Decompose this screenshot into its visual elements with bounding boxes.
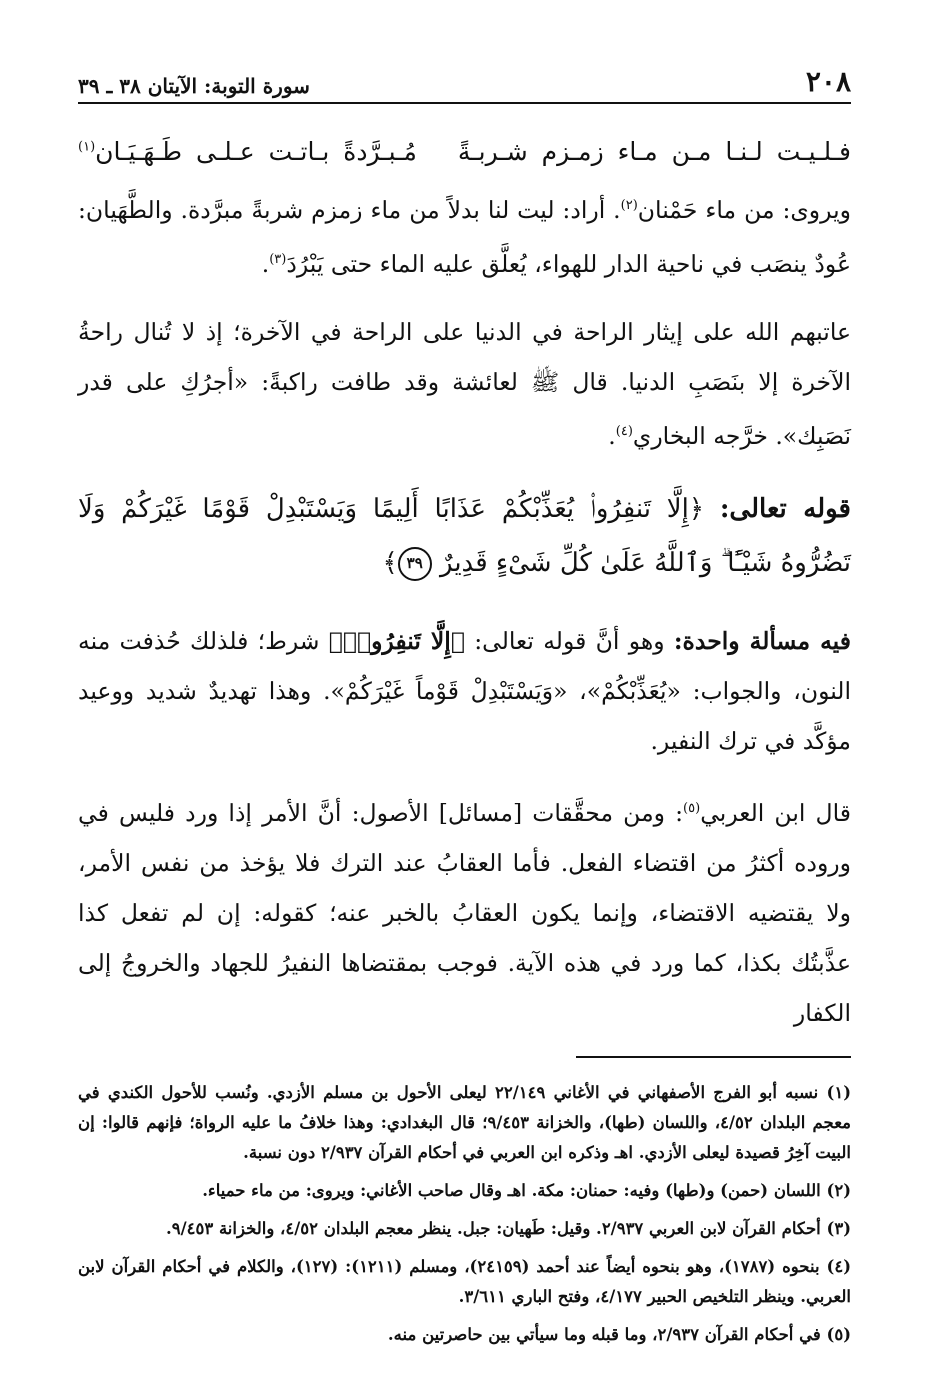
paragraph-variant-reading: ويروى: من ماء حَمْنان$^{(٢)}$. أراد: ليت لنا بدلاً من ماء زمزم شربةً مبرَّدة. والطَّهَيان: عُودٌ ينصَب في ناحية الدار للهواء، يُعلَّق عليه الماء حتى يَبْرُدَ$^{(٣)}$. bbox=[78, 195, 852, 278]
verse-second-hemistich: مُـبـرَّدةً بـاتـت عـلـى طَـهَـيَـان$^{(١)}$ bbox=[78, 137, 417, 166]
issue-heading: فيه مسألة واحدة: bbox=[673, 627, 851, 656]
footnote: (٤) بنحوه (١٧٨٧)، وهو بنحوه أيضاً عند أحمد (٢٤١٥٩)، ومسلم (١٢١١): (١٢٧)، والكلام في أحكام القرآن لابن العربي. وينظر التلخيص الحبير ٤/١٧٧، وفتح الباري ٣/٦١١. bbox=[78, 1257, 851, 1307]
paragraph-ibn-arabi: قال ابن العربي$^{(٥)}$: ومن محقَّقات [مسائل] الأصول: أنَّ الأمر إذا ورد فليس في وروده أكثرُ من اقتضاء الفعل. فأما العقابُ عند الترك فلا يؤخذ من نفس الأمر، ولا يقتضيه الاقتضاء، وإنما يكون العقابُ بالخبر عنه؛ كقوله: إن لم تفعل كذا عذَّبتُك بكذا، كما ورد في هذه الآية. فوجب بمقتضاها النفيرُ للجهاد والخروجُ إلى الكفار bbox=[78, 799, 851, 1028]
running-title: سورة التوبة: الآيتان ٣٨ ـ ٣٩ bbox=[78, 74, 310, 98]
footnote-ref[interactable]: (١) bbox=[78, 139, 96, 155]
page-header bbox=[78, 62, 851, 104]
footnote-separator bbox=[576, 1056, 851, 1058]
verse-first-hemistich: فـلـيـت لـنـا مـن مـاء زمـزم شـربـةً bbox=[457, 137, 851, 166]
footnotes bbox=[78, 1078, 851, 1350]
paragraph-rebuke: عاتبهم الله على إيثار الراحة في الدنيا على الراحة في الآخرة؛ إذ لا تُنال راحةُ الآخرة إلا بنَصَبِ الدنيا. قال ﷺ لعائشة وقد طافت راكبةً: «أجرُكِ على قدر نَصَبِك». خرَّجه البخاري$^{(٤)}$. bbox=[78, 317, 851, 450]
footnote-ref[interactable]: (٥) bbox=[683, 801, 701, 817]
quran-verse: قوله تعالى: ﴿إِلَّا تَنفِرُوا۟ يُعَذِّبْكُمْ عَذَابًا أَلِيمًا وَيَسْتَبْدِلْ قَوْمًا غَيْرَكُمْ وَلَا تَضُرُّوهُ شَيْـًٔا ۗ وَٱللَّهُ عَلَىٰ كُلِّ شَىْءٍ قَدِيرٌ ٣٩﴾ bbox=[78, 482, 851, 590]
verse-text: ﴿إِلَّا تَنفِرُوا۟ يُعَذِّبْكُمْ عَذَابًا أَلِيمًا وَيَسْتَبْدِلْ قَوْمًا غَيْرَكُمْ وَلَا تَضُرُّوهُ شَيْـًٔا ۗ وَٱللَّهُ عَلَىٰ كُلِّ شَىْءٍ قَدِيرٌ bbox=[78, 494, 851, 579]
ayah-number-marker: ٣٩ bbox=[398, 547, 432, 581]
verse-intro: قوله تعالى: bbox=[719, 494, 851, 525]
page-number: ٢٠٨ bbox=[805, 65, 851, 98]
paragraph-issue: فيه مسألة واحدة: وهو أنَّ قوله تعالى: ﴿إِلَّا تَنفِرُوا۟﴾ شرط؛ فلذلك حُذفت منه النون، والجواب: «يُعَذِّبْكُمْ»، «وَيَسْتَبْدِلْ قَوْماً غَيْرَكُمْ». وهذا تهديدٌ شديد ووعيد مؤكَّد في ترك النفير. bbox=[78, 627, 851, 756]
footnote: (١) نسبه أبو الفرج الأصفهاني في الأغاني ٢٢/١٤٩ ليعلى الأحول بن مسلم الأزدي. ونُسب للأحول الكندي في معجم البلدان ٤/٥٢، واللسان (طها)، والخزانة ٩/٤٥٣؛ قال البغدادي: وهذا خلافُ ما عليه الرواة؛ فإنهم قالوا: إن البيت آخِرُ قصيدة ليعلى الأزدي. اهـ وذكره ابن العربي في أحكام القرآن ٢/٩٣٧ دون نسبة. bbox=[78, 1083, 851, 1163]
footnote-ref[interactable]: (٢) bbox=[620, 198, 638, 213]
footnote: (٥) في أحكام القرآن ٢/٩٣٧، وما قبله وما سيأتي بين حاصرتين منه. bbox=[387, 1325, 851, 1345]
footnote-ref[interactable]: (٤) bbox=[615, 423, 633, 439]
footnote: (٢) اللسان (حمن) و(طها) وفيه: حمنان: مكة. اهـ وقال صاحب الأغاني: ويروى: من ماء حمياء. bbox=[202, 1181, 851, 1201]
footnote: (٣) أحكام القرآن لابن العربي ٢/٩٣٧. وقيل: طَهيان: جبل. ينظر معجم البلدان ٤/٥٢، والخزانة ٩/٤٥٣. bbox=[165, 1219, 851, 1239]
footnote-ref[interactable]: (٣) bbox=[269, 251, 287, 267]
poetry-verse bbox=[78, 134, 851, 169]
